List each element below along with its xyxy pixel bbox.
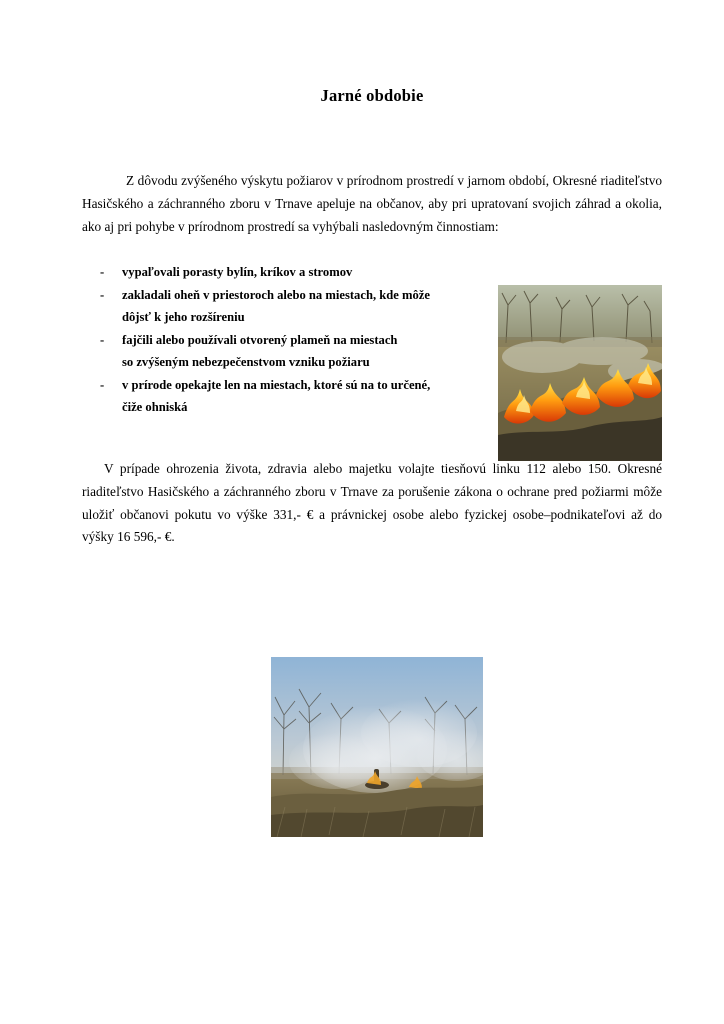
field-fire-smoke-photo-graphic xyxy=(271,657,483,837)
bullet-dash: - xyxy=(100,377,105,392)
grass-fire-photo-graphic xyxy=(498,285,662,461)
grass-fire-photo xyxy=(498,285,662,461)
closing-paragraph: V prípade ohrozenia života, zdravia alebo majetku volajte tiesňovú linku 112 alebo 150. Okresné riaditeľstvo Hasičského a záchranného zboru v Trnave za porušenie zákona o ochrane pred požiarmi môže uložiť občanovi pokutu vo výške 331,- € a právnickej osobe alebo fyzickej osobe–podnikateľovi až do výšky 16 596,- €. xyxy=(82,460,662,545)
prohibited-activities-list xyxy=(82,261,492,418)
list-item xyxy=(82,329,492,373)
list-item-line-2: čiže ohniská xyxy=(122,399,188,414)
list-item-line-1: zakladali oheň v priestoroch alebo na miestach, kde môže xyxy=(122,287,430,302)
bullet-dash: - xyxy=(100,264,105,279)
bullet-dash: - xyxy=(100,287,105,302)
page-title: Jarné obdobie xyxy=(320,86,424,105)
intro-paragraph: Z dôvodu zvýšeného výskytu požiarov v prírodnom prostredí v jarnom období, Okresné riaditeľstvo Hasičského a záchranného zboru v Trnave apeluje na občanov, aby pri upratovaní svojich záhrad a okolia, ako aj pri pohybe v prírodnom prostredí sa vyhýbali nasledovným činnostiam: xyxy=(82,173,662,234)
list-item xyxy=(82,374,492,418)
list-item-line-1: vypaľovali porasty bylín, kríkov a stromov xyxy=(122,264,353,279)
list-item xyxy=(82,261,492,283)
list-item xyxy=(82,284,492,328)
list-item-line-1: fajčili alebo používali otvorený plameň na miestach xyxy=(122,332,398,347)
list-item-line-2: so zvýšeným nebezpečenstvom vzniku požiaru xyxy=(122,354,370,369)
list-item-line-2: dôjsť k jeho rozšíreniu xyxy=(122,309,245,324)
bullet-dash: - xyxy=(100,332,105,347)
list-item-line-1: v prírode opekajte len na miestach, ktoré sú na to určené, xyxy=(122,377,431,392)
document-body xyxy=(82,0,662,549)
field-fire-smoke-photo xyxy=(271,657,483,837)
